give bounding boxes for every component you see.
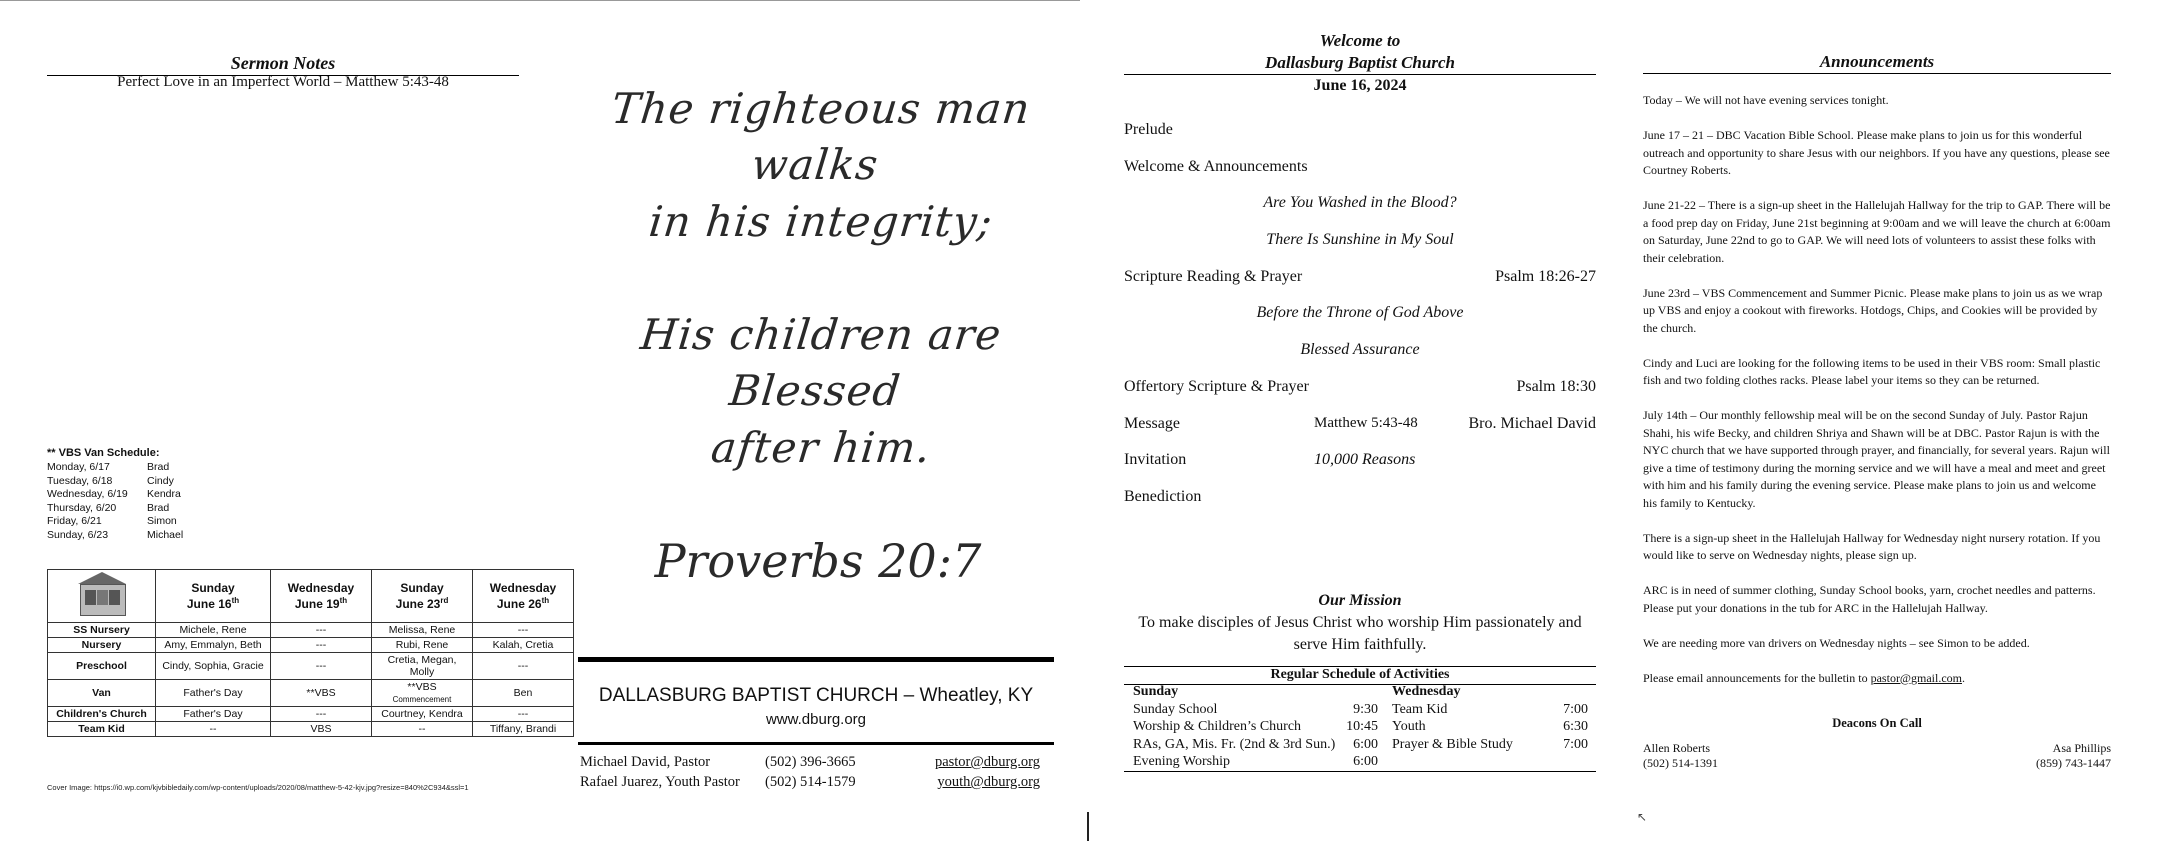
van-driver: Cindy xyxy=(147,474,174,487)
order-item xyxy=(1124,488,1596,506)
nursery-schedule-table xyxy=(47,569,574,737)
table-cell: --- xyxy=(271,707,372,722)
table-cell: Tiffany, Brandi xyxy=(473,722,574,737)
schedule-row: RAs, GA, Mis. Fr. (2nd & 3rd Sun.) 6:00 xyxy=(1133,736,1378,752)
announcement-item: ARC is in need of summer clothing, Sunday School books, yarn, crochet needles and patterns. Please put your donations in the tub for ARC in the Hallelujah Hallway. xyxy=(1643,583,2096,615)
van-driver: Simon xyxy=(147,515,177,527)
order-item xyxy=(1124,415,1596,433)
schedule-row: Youth 6:30 xyxy=(1392,719,1588,734)
service-date: June 16, 2024 xyxy=(1313,77,1407,94)
table-cell: **VBS xyxy=(271,680,372,707)
van-schedule-row xyxy=(47,488,183,502)
table-cell: VBS xyxy=(271,722,372,737)
table-cell: --- xyxy=(473,623,574,638)
deacon-contact xyxy=(2011,741,2111,771)
schedule-column-head: Wednesday xyxy=(1392,684,1461,699)
scripture-reference: Psalm 18:30 xyxy=(1516,378,1596,395)
order-item xyxy=(1124,121,1596,139)
deacons-title: Deacons On Call xyxy=(1832,716,1922,730)
verse-line: His children are Blessed xyxy=(638,310,1004,415)
scripture-reference: Matthew 5:43-48 xyxy=(1314,415,1418,431)
van-schedule-title: ** VBS Van Schedule: xyxy=(47,447,160,459)
table-header-row xyxy=(48,570,574,623)
divider xyxy=(578,742,1054,745)
van-driver: Brad xyxy=(147,461,170,473)
sermon-subtitle: Perfect Love in an Imperfect World – Matthew 5:43-48 xyxy=(117,74,449,90)
deacon-phone: (859) 743-1447 xyxy=(2036,756,2111,770)
order-item-label: Invitation xyxy=(1124,451,1187,468)
table-cell: --- xyxy=(271,638,372,653)
schedule-row: Team Kid 7:00 xyxy=(1392,701,1588,717)
sunday-schedule xyxy=(1133,683,1378,771)
order-item xyxy=(1124,451,1596,469)
column-header: Sunday June 16th xyxy=(156,570,271,623)
table-cell: Melissa, Rene xyxy=(372,623,473,638)
order-item xyxy=(1124,268,1596,286)
hymn-title: Blessed Assurance xyxy=(1300,341,1420,358)
row-label: Children's Church xyxy=(48,707,156,722)
scripture-verse xyxy=(578,81,1058,533)
commencement-note: Commencement xyxy=(392,695,452,704)
church-logo-cell xyxy=(48,570,156,623)
table-cell: **VBS Commencement xyxy=(372,680,473,707)
column-header: Wednesday June 26th xyxy=(473,570,574,623)
order-item-label: Prelude xyxy=(1124,121,1173,138)
table-cell: -- xyxy=(372,722,473,737)
table-cell: Cindy, Sophia, Gracie xyxy=(156,653,271,680)
table-cell: Cretia, Megan, Molly xyxy=(372,653,473,680)
announcement-email-link[interactable]: pastor@gmail.com xyxy=(1870,670,1962,685)
order-item-label: Welcome & Announcements xyxy=(1124,158,1308,175)
staff-email-link[interactable]: pastor@dburg.org xyxy=(934,754,1040,770)
announcement-item: June 23rd – VBS Commencement and Summer Picnic. Please make plans to join us as we wrap up VBS and enjoy a cookout with fireworks. Hotdogs, Chips, and Cookies will be provided by the church. xyxy=(1643,285,2103,335)
row-label: Team Kid xyxy=(48,722,156,737)
schedule-row: Sunday School 9:30 xyxy=(1133,701,1378,717)
announcement-item: Today – We will not have evening services tonight. xyxy=(1643,93,1889,107)
table-row xyxy=(48,653,574,680)
wednesday-schedule xyxy=(1392,683,1588,753)
verse-line: The righteous man walks xyxy=(609,84,1033,189)
van-schedule-row xyxy=(47,502,183,516)
deacon-phone: (502) 514-1391 xyxy=(1643,756,1718,770)
van-day: Sunday, 6/23 xyxy=(47,528,109,541)
van-schedule-row xyxy=(47,529,183,543)
van-schedule-row xyxy=(47,461,183,475)
staff-name: Michael David, Pastor xyxy=(580,754,711,770)
table-row xyxy=(48,623,574,638)
church-website: www.dburg.org xyxy=(765,711,867,728)
announcements-title: Announcements xyxy=(1643,52,2111,74)
table-cell: Father's Day xyxy=(156,707,271,722)
welcome-line: Welcome to xyxy=(1319,31,1401,50)
van-day: Friday, 6/21 xyxy=(47,515,102,527)
van-schedule-row xyxy=(47,515,183,529)
staff-phone: (502) 514-1579 xyxy=(765,774,856,790)
column-header: Wednesday June 19th xyxy=(271,570,372,623)
table-cell: --- xyxy=(271,653,372,680)
sermon-notes-title: Sermon Notes xyxy=(47,53,519,76)
speaker-name: Bro. Michael David xyxy=(1468,415,1596,432)
van-schedule-row xyxy=(47,475,183,489)
bulletin-outside-page xyxy=(0,0,1080,842)
announcement-item: There is a sign-up sheet in the Hallelujah Hallway for Wednesday night nursery rotation. If you would like to serve on Wednesday nights, please sign up. xyxy=(1643,530,2101,562)
mouse-cursor-icon: ↖ xyxy=(1637,810,1648,824)
welcome-heading xyxy=(1124,30,1596,74)
table-cell: Rubi, Rene xyxy=(372,638,473,653)
row-label: Preschool xyxy=(48,653,156,680)
deacon-name: Asa Phillips xyxy=(2052,741,2111,755)
divider xyxy=(578,657,1054,662)
table-cell: --- xyxy=(473,653,574,680)
table-row xyxy=(48,680,574,707)
divider xyxy=(1124,771,1596,772)
van-day: Wednesday, 6/19 xyxy=(47,488,128,500)
verse-reference: Proverbs 20:7 xyxy=(654,534,982,588)
schedule-title: Regular Schedule of Activities xyxy=(1124,666,1596,685)
staff-name: Rafael Juarez, Youth Pastor xyxy=(580,774,740,790)
mission-title: Our Mission xyxy=(1318,592,1402,609)
table-cell: Ben xyxy=(473,680,574,707)
order-item-label: Benediction xyxy=(1124,488,1202,505)
order-item-label: Offertory Scripture & Prayer xyxy=(1124,378,1309,395)
schedule-row: Prayer & Bible Study 7:00 xyxy=(1392,736,1588,752)
column-header: Sunday June 23rd xyxy=(372,570,473,623)
announcement-item: June 21-22 – There is a sign-up sheet in the Hallelujah Hallway for the trip to GAP. There will be a food prep day on Friday, June 21st beginning at 9:00am and we will leave the church at 6:00am on Saturday, June 22nd to go to GAP. We will need lots of volunteers to assist these folks with their celebration. xyxy=(1643,198,2111,265)
staff-phone: (502) 396-3665 xyxy=(765,754,856,770)
schedule-row: Worship & Children’s Church 10:45 xyxy=(1133,719,1378,734)
church-logo-icon xyxy=(72,572,132,616)
announcement-item: June 17 – 21 – DBC Vacation Bible School. Please make plans to join us for this wonderful outreach and opportunity to share Jesus with our neighbors. If you have any questions, please see Courtney Roberts. xyxy=(1643,128,2110,177)
announcement-item: July 14th – Our monthly fellowship meal will be on the second Sunday of July. Pastor Rajun Shahi, his wife Becky, and children Shriya and Shawn will be at DBC. Pastor Rajun is with the NYC church that we have supported through prayer, and financially, for several years. Rajun will give a time of testimony during the morning service and we will have a meal and meet and greet with him and his family during the evening service. Please make plans to join us and welcome his family to Kentucky. xyxy=(1643,408,2110,510)
van-driver: Kendra xyxy=(147,488,181,500)
hymn-title: There Is Sunshine in My Soul xyxy=(1266,231,1454,248)
row-label: Nursery xyxy=(48,638,156,653)
page-separator xyxy=(1087,812,1089,841)
hymn-title: Before the Throne of God Above xyxy=(1256,304,1464,321)
order-item xyxy=(1124,158,1596,176)
mission-statement: To make disciples of Jesus Christ who worship Him passionately and serve Him faithfully. xyxy=(1138,614,1582,653)
schedule-column-head: Sunday xyxy=(1133,684,1179,699)
table-cell: --- xyxy=(271,623,372,638)
church-name: DALLASBURG BAPTIST CHURCH – Wheatley, KY xyxy=(598,685,1034,706)
van-driver: Brad xyxy=(147,501,170,514)
table-cell: Kalah, Cretia xyxy=(473,638,574,653)
van-day: Tuesday, 6/18 xyxy=(47,474,113,487)
van-day: Thursday, 6/20 xyxy=(47,501,117,514)
order-item-label: Scripture Reading & Prayer xyxy=(1124,268,1303,285)
table-cell: Courtney, Kendra xyxy=(372,707,473,722)
table-row xyxy=(48,638,574,653)
schedule-row: Evening Worship 6:00 xyxy=(1133,754,1378,769)
hymn-title: 10,000 Reasons xyxy=(1314,451,1416,468)
deacon-name: Allen Roberts xyxy=(1643,741,1710,755)
row-label: Van xyxy=(48,680,156,707)
hymn-title: Are You Washed in the Blood? xyxy=(1263,194,1457,211)
table-cell: -- xyxy=(156,722,271,737)
order-item-label: Message xyxy=(1124,415,1180,432)
verse-line: after him. xyxy=(708,423,934,472)
table-cell: Michele, Rene xyxy=(156,623,271,638)
van-day: Monday, 6/17 xyxy=(47,461,110,473)
van-driver: Michael xyxy=(147,528,184,541)
scripture-reference: Psalm 18:26-27 xyxy=(1495,268,1596,285)
table-row xyxy=(48,707,574,722)
order-item xyxy=(1124,378,1596,396)
van-schedule-list xyxy=(47,461,183,542)
staff-email-link[interactable]: youth@dburg.org xyxy=(937,774,1040,790)
table-cell: Father's Day xyxy=(156,680,271,707)
announcements-list xyxy=(1643,92,2111,705)
verse-line: in his integrity; xyxy=(646,197,996,246)
church-name-heading: Dallasburg Baptist Church xyxy=(1265,53,1455,72)
table-cell: Amy, Emmalyn, Beth xyxy=(156,638,271,653)
announcement-email-line: Please email announcements for the bulletin to pastor@gmail.com. xyxy=(1643,670,1965,685)
cover-image-caption: Cover Image: https://i0.wp.com/kjvbibledaily.com/wp-content/uploads/2020/08/matthew-5-42-kjv.jpg?resize=840%2C934&ssl=1 xyxy=(47,783,469,792)
table-row xyxy=(48,722,574,737)
announcement-item: We are needing more van drivers on Wednesday nights – see Simon to be added. xyxy=(1643,635,2030,650)
table-cell: --- xyxy=(473,707,574,722)
deacon-contact xyxy=(1643,741,1718,771)
divider xyxy=(1124,74,1596,75)
row-label: SS Nursery xyxy=(48,623,156,638)
announcement-item: Cindy and Luci are looking for the following items to be used in their VBS room: Small plastic fish and two folding clothes racks. Please label your items so they can be returned. xyxy=(1643,355,2101,387)
